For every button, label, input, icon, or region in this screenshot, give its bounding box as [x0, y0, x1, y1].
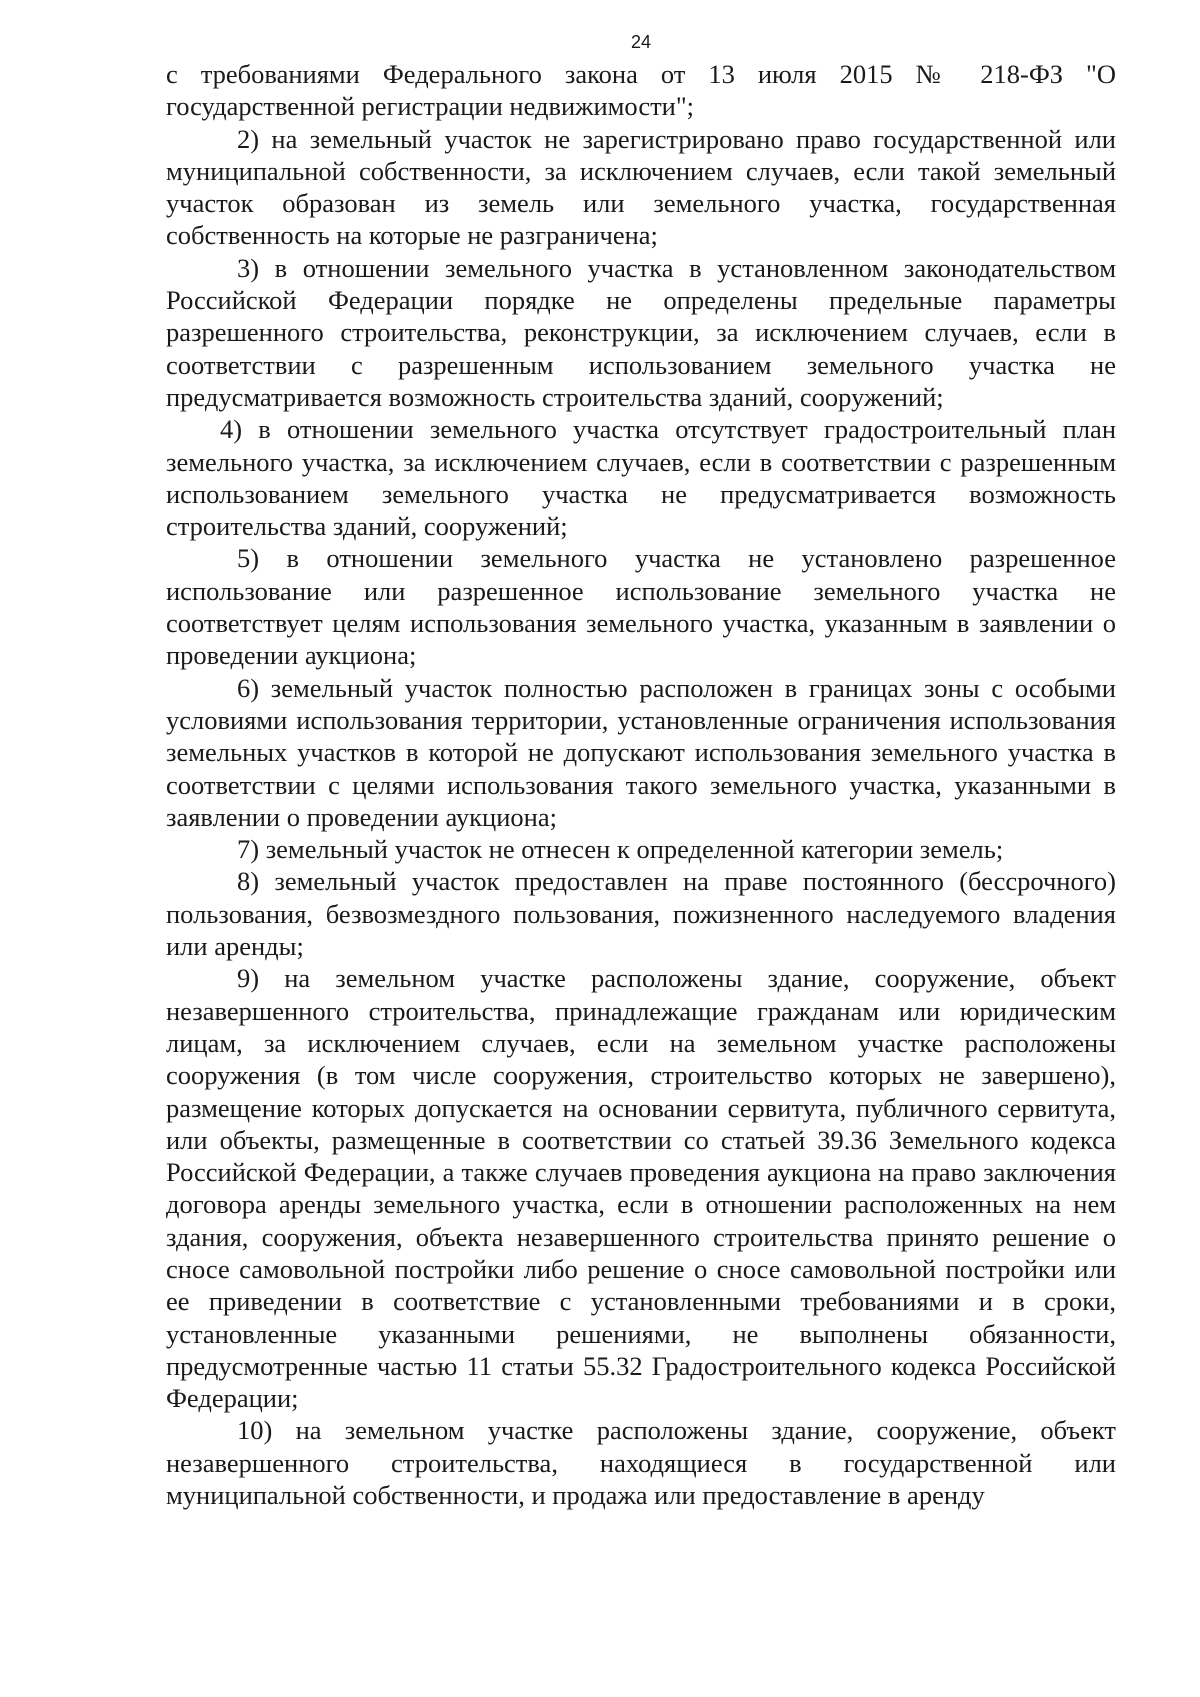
list-item-5: 5) в отношении земельного участка не установлено разрешенное использование или разрешенное использование земельного участка не соответствует целям использования земельного участка, указанным в заявлении о проведении аукциона;	[166, 543, 1116, 671]
list-item-2: 2) на земельный участок не зарегистрировано право государственной или муниципальной собственности, за исключением случаев, если такой земельный участок образован из земель или земельного участка, государственная собственность на которые не разграничена;	[166, 123, 1116, 251]
list-item-9: 9) на земельном участке расположены здание, сооружение, объект незавершенного строительства, принадлежащие гражданам или юридическим лицам, за исключением случаев, если на земельном участке расположены сооружения (в том числе сооружения, строительство которых не завершено), размещение которых допускается на основании сервитута, публичного сервитута, или объекты, размещенные в соответствии со статьей 39.36 Земельного кодекса Российской Федерации, а также случаев проведения аукциона на право заключения договора аренды земельного участка, если в отношении расположенных на нем здания, сооружения, объекта незавершенного строительства принято решение о сносе самовольной постройки либо решение о сносе самовольной постройки или ее приведении в соответствие с установленными требованиями и в сроки, установленные указанными решениями, не выполнены обязанности, предусмотренные частью 11 статьи 55.32 Градостроительного кодекса Российской Федерации;	[166, 963, 1116, 1414]
list-item-10: 10) на земельном участке расположены здание, сооружение, объект незавершенного строительства, находящиеся в государственной или муниципальной собственности, и продажа или предоставление в аренду	[166, 1415, 1116, 1511]
page-number: 24	[630, 32, 652, 52]
list-item-8: 8) земельный участок предоставлен на праве постоянного (бессрочного) пользования, безвозмездного пользования, пожизненного наследуемого владения или аренды;	[166, 866, 1116, 962]
list-item-6: 6) земельный участок полностью расположен в границах зоны с особыми условиями использования территории, установленные ограничения использования земельных участков в которой не допускают использования земельного участка в соответствии с целями использования такого земельного участка, указанными в заявлении о проведении аукциона;	[166, 672, 1116, 832]
list-item-7: 7) земельный участок не отнесен к определенной категории земель;	[237, 834, 1004, 865]
list-item-3: 3) в отношении земельного участка в установленном законодательством Российской Федерации порядке не определены предельные параметры разрешенного строительства, реконструкции, за исключением случаев, если в соответствии с разрешенным использованием земельного участка не предусматривается возможность строительства зданий, сооружений;	[166, 252, 1116, 412]
document-page	[166, 24, 1116, 1511]
list-item-4: 4) в отношении земельного участка отсутствует градостроительный план земельного участка, за исключением случаев, если в соответствии с разрешенным использованием земельного участка не предусматривается возможность строительства зданий, сооружений;	[166, 414, 1116, 542]
paragraph-continuation: с требованиями Федерального закона от 13 июля 2015 № 218-ФЗ "О государственной регистрации недвижимости";	[166, 59, 1116, 122]
